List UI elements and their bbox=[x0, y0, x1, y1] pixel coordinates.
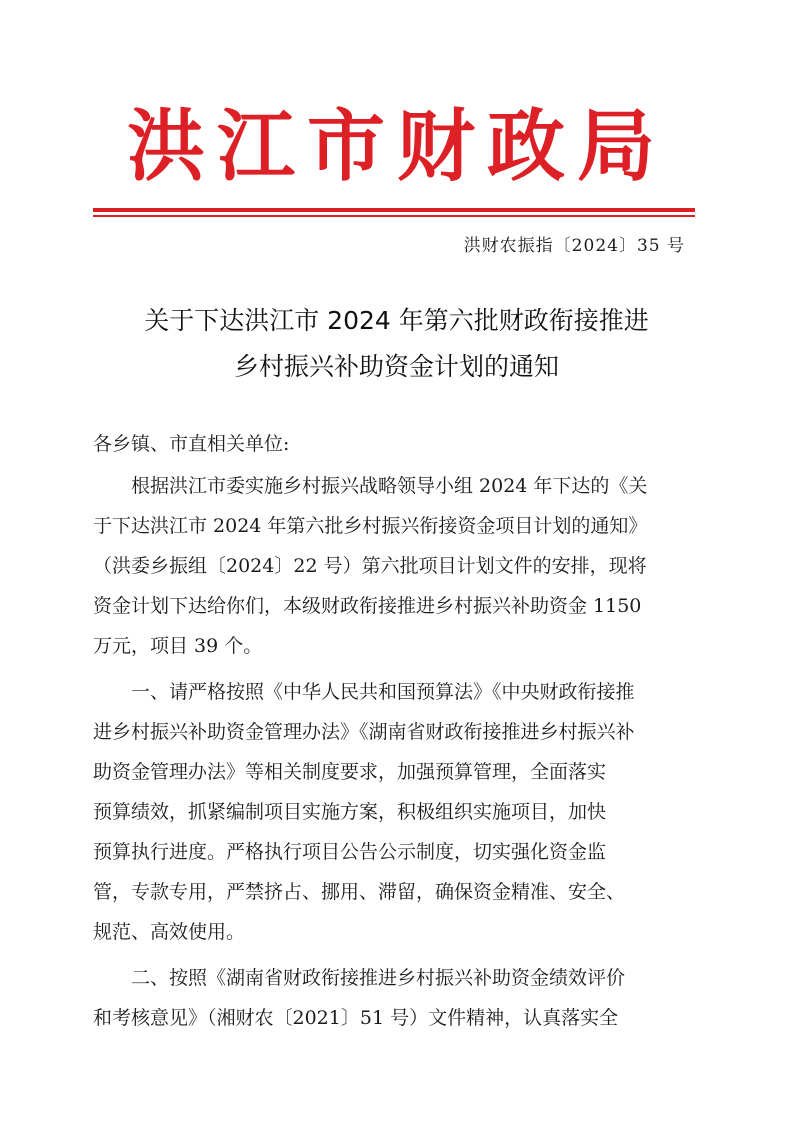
paragraph-line: 规范、高效使用。 bbox=[93, 921, 246, 943]
paragraph-line: 预算绩效，抓紧编制项目实施方案，积极组织实施项目，加快 bbox=[93, 801, 607, 823]
paragraph-line: 根据洪江市委实施乡村振兴战略领导小组 2024 年下达的《关 bbox=[131, 475, 648, 497]
issuer-title: 洪江市财政局 bbox=[126, 102, 667, 192]
paragraph-line: 资金计划下达给你们，本级财政衔接推进乡村振兴补助资金 1150 bbox=[93, 595, 642, 617]
red-rule-thin bbox=[93, 215, 695, 217]
document-title-line-2: 乡村振兴补助资金计划的通知 bbox=[233, 352, 559, 381]
paragraph-line: 一、请严格按照《中华人民共和国预算法》《中央财政衔接推 bbox=[131, 681, 635, 703]
paragraph-line: 进乡村振兴补助资金管理办法》《湖南省财政衔接推进乡村振兴补 bbox=[93, 721, 635, 743]
document-body bbox=[93, 424, 700, 1038]
salutation: 各乡镇、市直相关单位: bbox=[93, 433, 290, 455]
paragraph-line: 万元，项目 39 个。 bbox=[93, 635, 263, 657]
paragraph-line: （洪委乡振组〔2024〕22 号）第六批项目计划文件的安排，现将 bbox=[93, 555, 647, 577]
red-rule-thick bbox=[93, 208, 695, 212]
document-title-line-1: 关于下达洪江市 2024 年第六批财政衔接推进 bbox=[144, 306, 649, 335]
paragraph-line: 预算执行进度。严格执行项目公告公示制度，切实强化资金监 bbox=[93, 841, 607, 863]
paragraph-3 bbox=[93, 958, 700, 1038]
paragraph-line: 助资金管理办法》等相关制度要求，加强预算管理，全面落实 bbox=[93, 761, 607, 783]
paragraph-line: 于下达洪江市 2024 年第六批乡村振兴衔接资金项目计划的通知》 bbox=[93, 515, 648, 537]
document-title bbox=[60, 298, 733, 390]
paragraph-line: 管，专款专用，严禁挤占、挪用、滞留，确保资金精准、安全、 bbox=[93, 881, 626, 903]
paragraph-2 bbox=[93, 672, 700, 952]
paragraph-line: 和考核意见》（湘财农〔2021〕51 号）文件精神，认真落实全 bbox=[93, 1007, 619, 1029]
paragraph-1 bbox=[93, 466, 700, 666]
document-number: 洪财农振指〔2024〕35 号 bbox=[463, 236, 685, 256]
paragraph-line: 二、按照《湖南省财政衔接推进乡村振兴补助资金绩效评价 bbox=[131, 967, 626, 989]
